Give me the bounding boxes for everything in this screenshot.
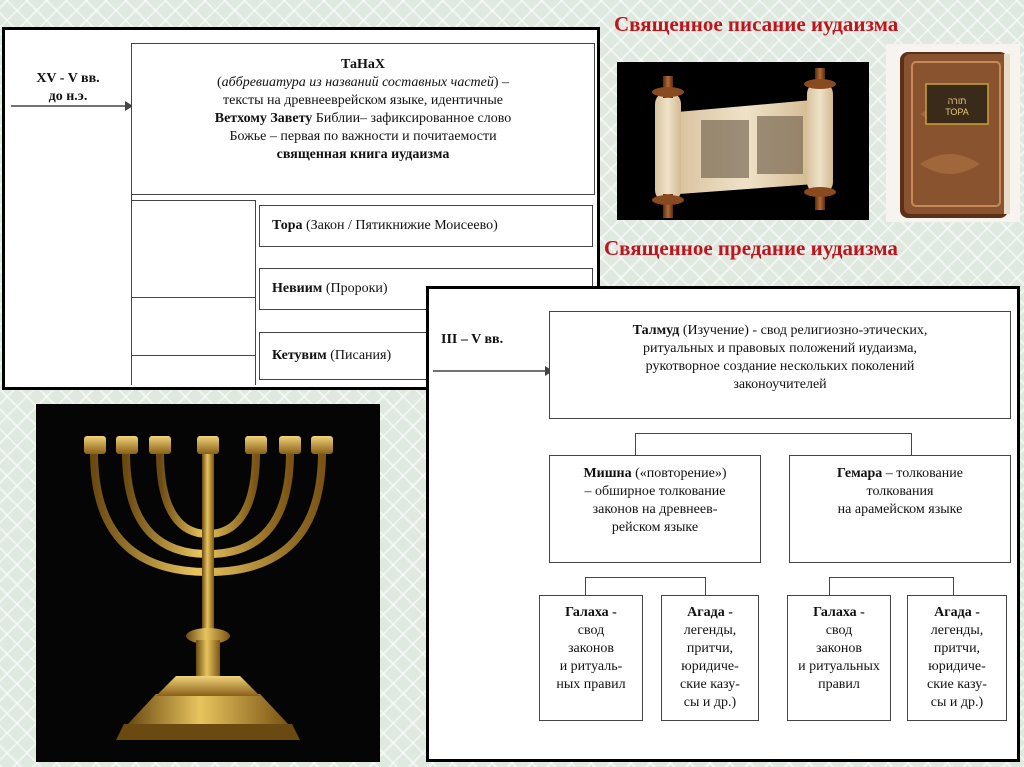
mishna-box: Мишна («повторение») – обширное толкование законов на древнеев- рейском языке	[549, 455, 761, 563]
torah-scroll-icon	[617, 62, 869, 220]
talmud-main-box: Талмуд (Изучение) - свод религиозно-этических, ритуальных и правовых положений иудаизма, рукотворное создание нескольких поколений законоучителей	[549, 311, 1011, 419]
torah-scroll-photo	[617, 62, 869, 220]
talmud-era: III – V вв.	[441, 332, 504, 347]
menorah-photo	[36, 404, 380, 762]
talmud-arrow	[433, 365, 553, 377]
aggada-box-gemara: Агада - легенды, притчи, юридиче- ские казу- сы и др.)	[907, 595, 1007, 721]
ketuvim-box: Кетувим (Писания)	[259, 332, 593, 380]
menorah-icon	[36, 404, 380, 762]
halakha-box-gemara: Галаха - свод законов и ритуальных правил	[787, 595, 891, 721]
tanakh-era: XV - V вв. до н.э.	[36, 71, 100, 104]
book-icon	[886, 44, 1020, 222]
torah-book-photo	[886, 44, 1020, 222]
scripture-heading: Священное писание иудаизма	[614, 12, 899, 36]
book-cover-text: תורה ТОРА	[945, 96, 969, 117]
aggada-box-mishna: Агада - легенды, притчи, юридиче- ские казу- сы и др.)	[661, 595, 759, 721]
halakha-box-mishna: Галаха - свод законов и ритуаль- ных правил	[539, 595, 643, 721]
tora-box: Тора (Закон / Пятикнижие Моисеево)	[259, 205, 593, 247]
tanakh-arrow	[11, 100, 135, 112]
tradition-heading: Священное предание иудаизма	[604, 236, 898, 260]
tanakh-main-box: ТаНаХ (аббревиатура из названий составных частей) – тексты на древнееврейском языке, идентичные Ветхому Завету Библии– зафиксированное слово Божье – первая по важности и почитаемости священная книга иудаизма	[131, 43, 595, 195]
neviim-box: Невиим (Пророки)	[259, 268, 593, 310]
talmud-chart	[426, 286, 1020, 762]
gemara-box: Гемара – толкование толкования на арамейском языке	[789, 455, 1011, 563]
